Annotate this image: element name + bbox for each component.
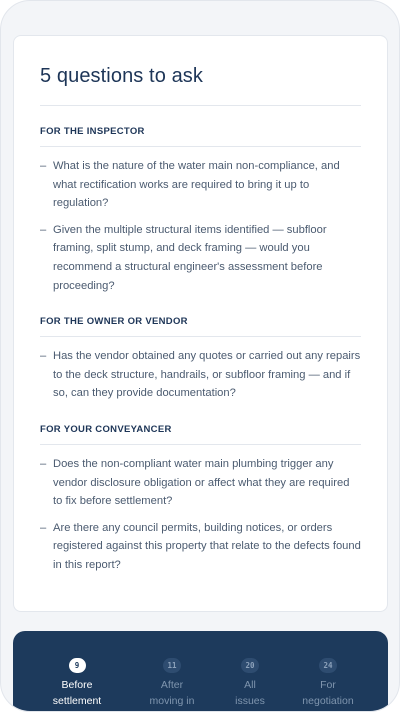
- tab-label: [37, 677, 117, 709]
- question-text: Does the non-compliant water main plumbing trigger any vendor disclosure obligation or affect what they are required to fix before settlement?: [53, 457, 350, 508]
- bottom-tab-bar: [13, 631, 388, 712]
- question-text: Are there any council permits, building notices, or orders registered against this property that relate to the defects found in this report?: [53, 521, 361, 571]
- tab-all-issues[interactable]: [210, 655, 290, 709]
- tab-after-moving-in[interactable]: [132, 655, 212, 709]
- card-title: 5 questions to ask: [40, 65, 204, 87]
- question-item: [40, 347, 361, 403]
- question-list: [40, 455, 361, 575]
- question-list: [40, 157, 361, 295]
- section-heading: FOR YOUR CONVEYANCER: [40, 423, 172, 435]
- section-heading: FOR THE OWNER OR VENDOR: [40, 316, 188, 328]
- section-divider: [40, 146, 361, 147]
- tab-label-line: After: [160, 679, 184, 691]
- question-item: [40, 519, 361, 575]
- tab-label-line: issues: [235, 695, 265, 707]
- tab-label-line: moving in: [149, 695, 195, 707]
- title-divider: [40, 105, 361, 106]
- question-item: [40, 455, 361, 511]
- dash-bullet: –: [40, 457, 47, 470]
- section-divider: [40, 336, 361, 337]
- questions-card: [13, 35, 388, 612]
- tab-label: [288, 677, 368, 709]
- tab-label-line: negotiation: [302, 695, 354, 707]
- dash-bullet: –: [40, 223, 47, 236]
- question-text: Has the vendor obtained any quotes or carried out any repairs to the deck structure, handrails, or subfloor framing — and if so, can they provide documentation?: [53, 350, 361, 400]
- question-item: [40, 157, 361, 213]
- section-conveyancer: [40, 424, 361, 575]
- dash-bullet: –: [40, 160, 47, 172]
- tab-label-line: settlement: [52, 695, 102, 707]
- tab-label: [210, 677, 290, 709]
- section-owner-vendor: [40, 316, 361, 403]
- count-badge: 9: [69, 658, 86, 673]
- count-badge: 24: [319, 658, 336, 673]
- tab-label-line: For: [320, 679, 336, 691]
- tab-for-negotiation[interactable]: [288, 655, 368, 709]
- dash-bullet: –: [40, 521, 47, 534]
- section-divider: [40, 444, 361, 445]
- count-badge: 11: [163, 658, 180, 673]
- question-list: [40, 347, 361, 403]
- tab-before-settlement[interactable]: [37, 655, 117, 709]
- dash-bullet: –: [40, 350, 47, 363]
- section-inspector: [40, 126, 361, 295]
- section-heading: FOR THE INSPECTOR: [40, 126, 145, 137]
- tab-label-line: Before: [61, 679, 93, 691]
- question-item: [40, 221, 361, 295]
- question-text: What is the nature of the water main non-compliance, and what rectification works are required to bring it up to regulation?: [53, 160, 340, 210]
- tab-label: [132, 677, 212, 709]
- count-badge: 20: [241, 658, 258, 673]
- tab-label-line: All: [244, 679, 256, 691]
- question-text: Given the multiple structural items identified — subfloor framing, split stump, and deck framing — would you recommend a structural engineer's assessment before proceeding?: [53, 223, 327, 292]
